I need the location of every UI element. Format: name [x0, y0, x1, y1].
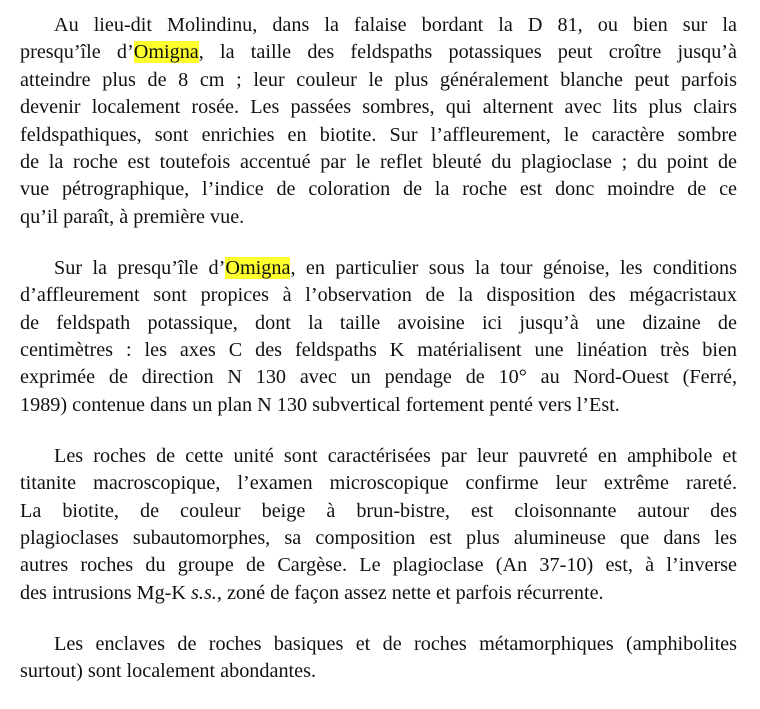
text-line: Les roches de cette unité sont caractérisées par leur pauvreté en amphibole et [54, 444, 737, 467]
highlighted-term-omigna: Omigna [225, 256, 291, 279]
text-line: vue pétrographique, l’indice de coloration de la roche est donc moindre de ce [20, 178, 737, 201]
text-line: Au lieu-dit Molindinu, dans la falaise bordant la D 81, ou bien sur la [54, 14, 737, 36]
text-line: 1989) contenue dans un plan N 130 subvertical fortement penté vers l’Est. [20, 393, 620, 416]
text-line: de feldspath potassique, dont la taille avoisine ici jusqu’à une dizaine de [20, 311, 737, 334]
text-line: d’affleurement sont propices à l’observation de la disposition des mégacristaux [20, 284, 737, 307]
text-line: qu’il paraît, à première vue. [20, 205, 245, 228]
text-line: exprimée de direction N 130 avec un pendage de 10° au Nord-Ouest (Ferré, [20, 366, 737, 389]
paragraph-roches [20, 443, 737, 607]
italic-term: s.s. [191, 581, 217, 604]
text-line: plagioclases subautomorphes, sa composition est plus alumineuse que dans les [20, 526, 737, 549]
text-line: atteindre plus de 8 cm ; leur couleur le plus généralement blanche peut parfois [20, 68, 737, 91]
paragraph-molindinu [20, 12, 737, 231]
highlighted-term-omigna: Omigna [133, 41, 199, 64]
text-line: des intrusions Mg-K s.s., zoné de façon assez nette et parfois récurrente. [20, 581, 604, 604]
text-line: Sur la presqu’île d’Omigna, en particulier sous la tour génoise, les conditions [54, 256, 737, 279]
text-line: devenir localement rosée. Les passées sombres, qui alternent avec lits plus clairs [20, 96, 737, 119]
paragraph-enclaves [20, 631, 737, 686]
text-line: surtout) sont localement abondantes. [20, 660, 317, 683]
text-line: presqu’île d’Omigna, la taille des feldspaths potassiques peut croître jusqu’à [20, 41, 737, 64]
text-line: autres roches du groupe de Cargèse. Le plagioclase (An 37-10) est, à l’inverse [20, 554, 737, 577]
text-line: La biotite, de couleur beige à brun-bistre, est cloisonnante autour des [20, 499, 737, 522]
text-line: centimètres : les axes C des feldspaths K matérialisent une linéation très bien [20, 338, 737, 361]
paragraph-omigna [20, 255, 737, 419]
text-line: titanite macroscopique, l’examen microscopique confirme leur extrême rareté. [20, 472, 737, 495]
document-page [20, 12, 737, 709]
text-line: Les enclaves de roches basiques et de roches métamorphiques (amphibolites [54, 632, 737, 655]
text-line: feldspathiques, sont enrichies en biotite. Sur l’affleurement, le caractère sombre [20, 123, 737, 146]
text-line: de la roche est toutefois accentué par le reflet bleuté du plagioclase ; du point de [20, 151, 737, 174]
